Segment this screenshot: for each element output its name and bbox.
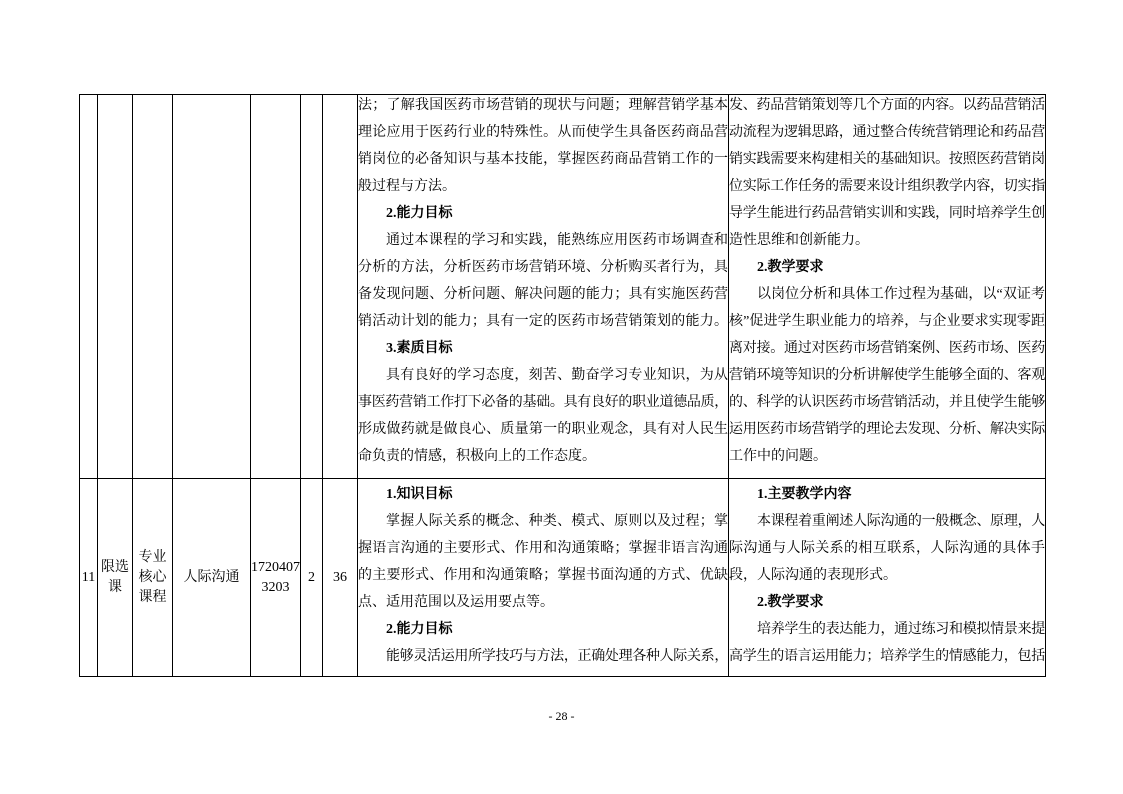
table-row xyxy=(80,95,1046,479)
course-category: 专业核心课程 xyxy=(138,549,167,605)
section-heading: 3.素质目标 xyxy=(386,341,453,356)
section-heading: 1.主要教学内容 xyxy=(757,487,852,502)
content-cell xyxy=(729,479,1046,677)
text-line: 培养学生的表达能力，通过练习和模拟情景来提 xyxy=(757,622,1045,637)
course-type-cell xyxy=(98,95,133,479)
text-line: 工作中的问题。 xyxy=(729,449,827,464)
course-code-line: 3203 xyxy=(261,579,290,595)
text-line: 具有良好的学习态度，刻苦、勤奋学习专业知识，为从 xyxy=(386,368,728,383)
text-line: 分析的方法，分析医药市场营销环境、分析购买者行为，具 xyxy=(358,260,728,275)
section-heading: 1.知识目标 xyxy=(386,487,453,502)
course-name-cell xyxy=(173,95,251,479)
credits-cell xyxy=(301,95,323,479)
text-line: 点、适用范围以及运用要点等。 xyxy=(358,595,554,610)
text-line: 离对接。通过对医药市场营销案例、医药市场、医药 xyxy=(729,341,1045,356)
text-line: 营销环境等知识的分析讲解使学生能够全面的、客观 xyxy=(729,368,1045,383)
text-line: 销岗位的必备知识与基本技能，掌握医药商品营销工作的一 xyxy=(358,152,728,167)
course-type-cell xyxy=(98,479,133,677)
table-row xyxy=(80,479,1046,677)
section-heading: 2.能力目标 xyxy=(386,206,453,221)
text-line: 能够灵活运用所学技巧与方法，正确处理各种人际关系， xyxy=(386,649,728,664)
text-line: 运用医药市场营销学的理论去发现、分析、解决实际 xyxy=(729,422,1045,437)
credits: 2 xyxy=(308,569,315,585)
page-number: - 28 - xyxy=(548,709,575,723)
row-number-cell xyxy=(80,95,98,479)
section-heading: 2.教学要求 xyxy=(757,260,824,275)
text-line: 的、科学的认识医药市场营销活动，并且使学生能够 xyxy=(729,395,1045,410)
text-line: 的主要形式、作用和沟通策略；掌握书面沟通的方式、优缺 xyxy=(358,568,728,583)
course-category-cell xyxy=(133,95,173,479)
course-name-cell xyxy=(173,479,251,677)
course-code-line: 1720407 xyxy=(251,559,300,575)
text-line: 际沟通与人际关系的相互联系，人际沟通的具体手 xyxy=(729,541,1045,556)
text-line: 发、药品营销策划等几个方面的内容。以药品营销活 xyxy=(729,98,1045,113)
text-line: 本课程着重阐述人际沟通的一般概念、原理，人 xyxy=(757,514,1045,529)
text-line: 般过程与方法。 xyxy=(358,179,456,194)
text-line: 法；了解我国医药市场营销的现状与问题；理解营销学基本 xyxy=(358,98,728,113)
content-text xyxy=(729,95,1045,471)
text-line: 握语言沟通的主要形式、作用和沟通策略；掌握非语言沟通 xyxy=(358,541,728,556)
course-code-cell xyxy=(251,95,301,479)
text-line: 销实践需要来构建相关的基础知识。按照医药营销岗 xyxy=(729,152,1045,167)
text-line: 通过本课程的学习和实践，能熟练应用医药市场调查和 xyxy=(386,233,728,248)
text-line: 理论应用于医药行业的特殊性。从而使学生具备医药商品营 xyxy=(358,125,728,140)
text-line: 造性思维和创新能力。 xyxy=(729,233,869,248)
content-cell xyxy=(729,95,1046,479)
text-line: 核”促进学生职业能力的培养，与企业要求实现零距 xyxy=(729,314,1045,329)
course-category-cell xyxy=(133,479,173,677)
course-name: 人际沟通 xyxy=(183,569,240,585)
text-line: 动流程为逻辑思路，通过整合传统营销理论和药品营 xyxy=(729,125,1045,140)
text-line: 销活动计划的能力；具有一定的医药市场营销策划的能力。 xyxy=(358,314,728,329)
section-heading: 2.能力目标 xyxy=(386,622,453,637)
course-code-cell xyxy=(251,479,301,677)
text-line: 掌握人际关系的概念、种类、模式、原则以及过程；掌 xyxy=(386,514,728,529)
text-line: 事医药营销工作打下必备的基础。具有良好的职业道德品质， xyxy=(358,395,728,410)
text-line: 位实际工作任务的需要来设计组织教学内容，切实指 xyxy=(729,179,1045,194)
row-number-cell xyxy=(80,479,98,677)
objectives-text xyxy=(358,479,728,670)
hours-cell xyxy=(323,95,358,479)
hours-cell xyxy=(323,479,358,677)
text-line: 以岗位分析和具体工作过程为基础，以“双证考 xyxy=(757,287,1045,302)
text-line: 形成做药就是做良心、质量第一的职业观念，具有对人民生 xyxy=(358,422,728,437)
text-line: 命负责的情感，积极向上的工作态度。 xyxy=(358,449,596,464)
text-line: 高学生的语言运用能力；培养学生的情感能力，包括 xyxy=(729,649,1045,664)
content-text xyxy=(729,479,1045,670)
hours: 36 xyxy=(333,569,347,585)
objectives-cell xyxy=(358,479,729,677)
objectives-cell xyxy=(358,95,729,479)
section-heading: 2.教学要求 xyxy=(757,595,824,610)
text-line: 备发现问题、分析问题、解决问题的能力；具有实施医药营 xyxy=(358,287,728,302)
text-line: 导学生能进行药品营销实训和实践，同时培养学生创 xyxy=(729,206,1045,221)
row-number: 11 xyxy=(81,569,96,585)
text-line: 段，人际沟通的表现形式。 xyxy=(729,568,897,583)
course-table xyxy=(79,94,1046,677)
credits-cell xyxy=(301,479,323,677)
course-type: 限选课 xyxy=(101,559,129,595)
objectives-text xyxy=(358,95,728,471)
